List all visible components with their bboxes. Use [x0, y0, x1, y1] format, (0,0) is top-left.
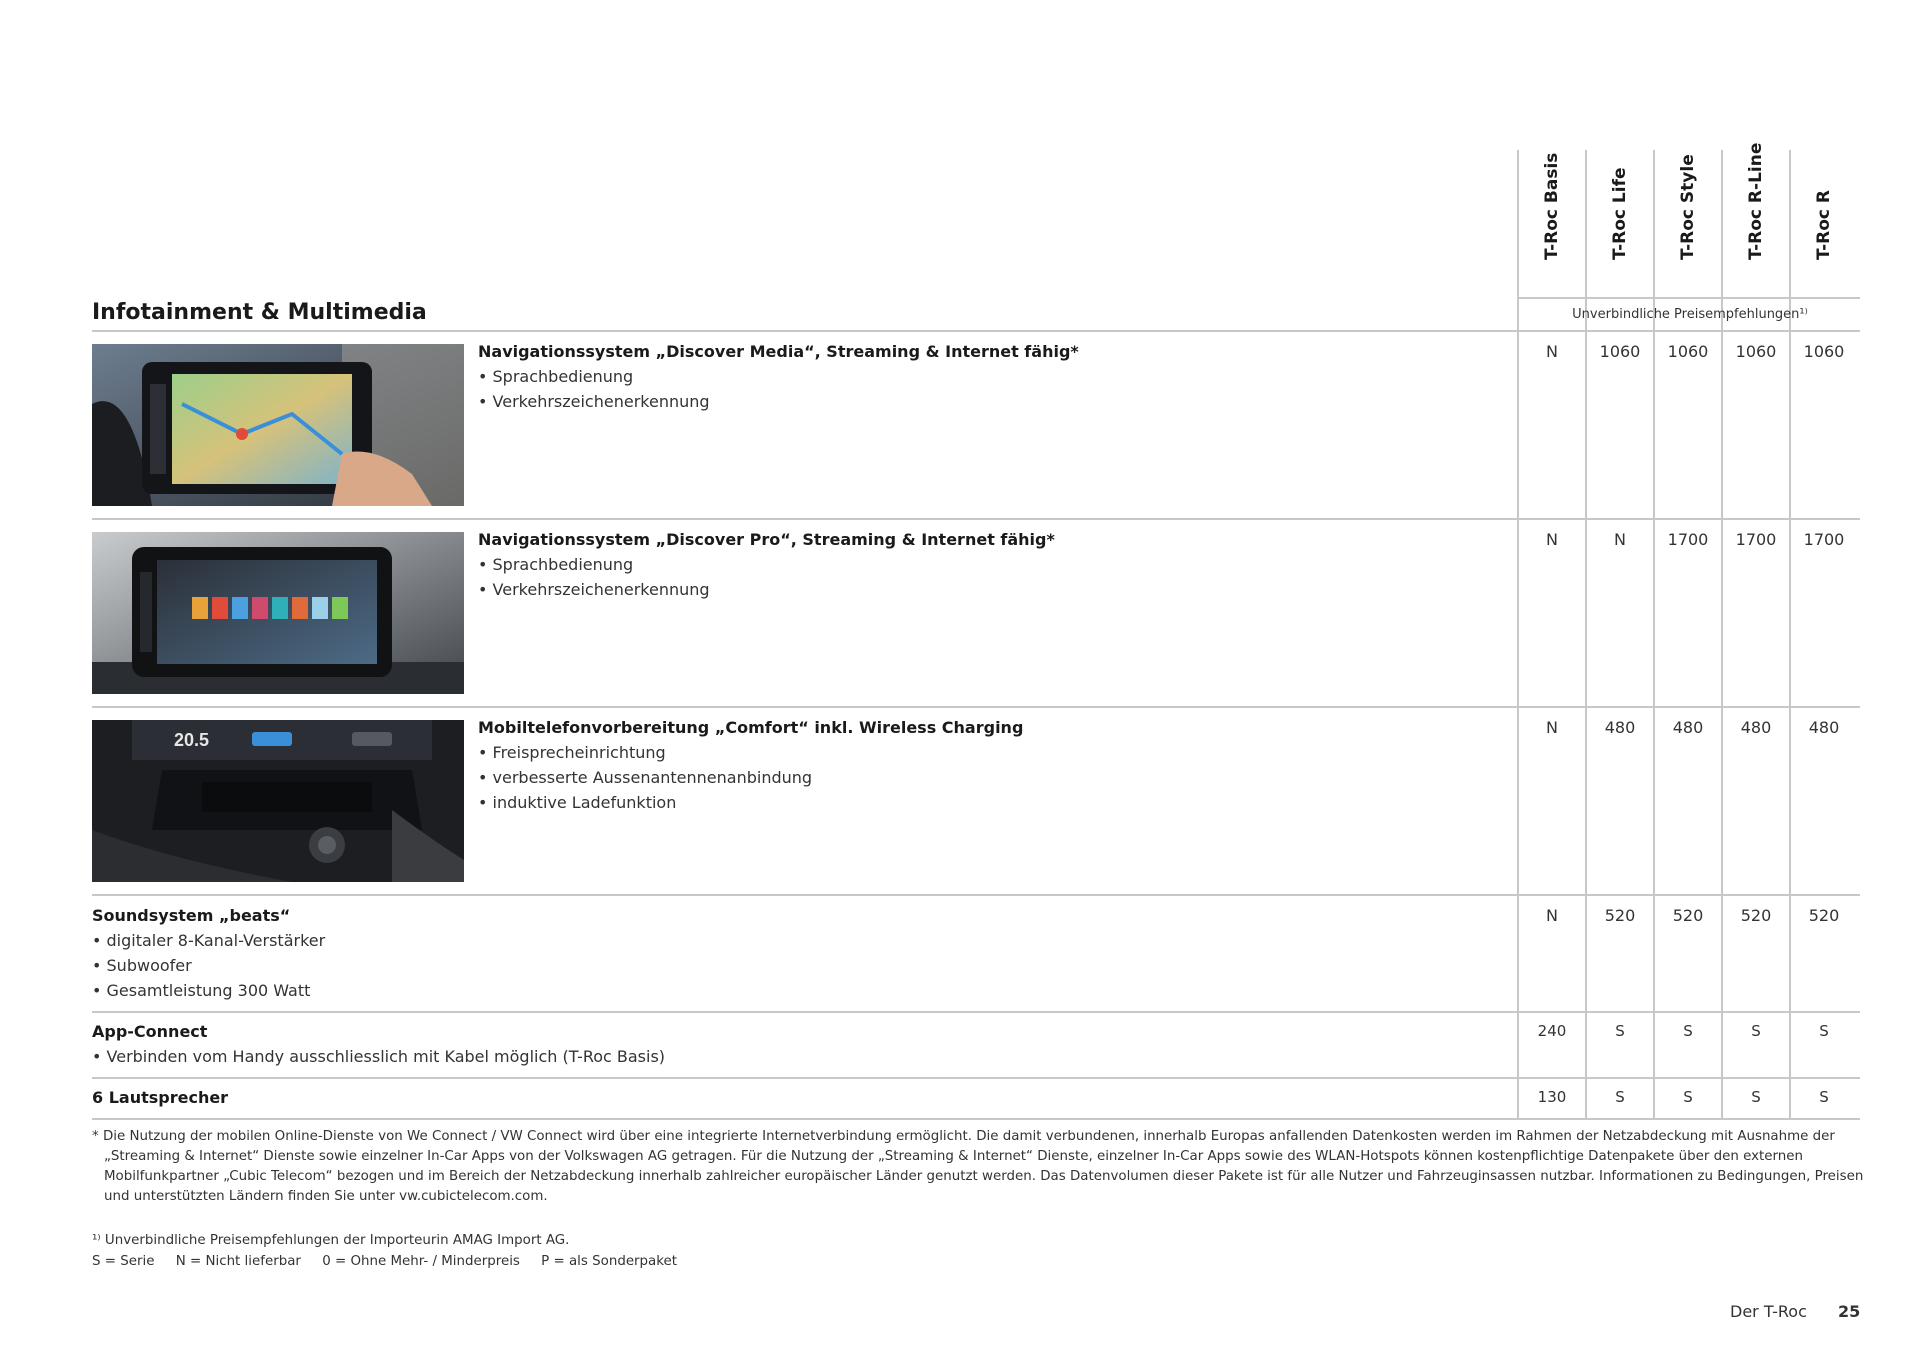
column-divider [1789, 150, 1791, 1120]
column-header-basis [1518, 150, 1586, 280]
row-divider [92, 706, 1860, 708]
row-title: Navigationssystem „Discover Pro“, Streaming & Internet fähig* [478, 530, 1055, 549]
value-cell: 1060 [1599, 342, 1641, 361]
row-bullet: • Sprachbedienung [478, 555, 634, 574]
value-cell: S [1751, 1088, 1761, 1106]
value-cell: 1700 [1803, 530, 1845, 549]
row-bullet: • Subwoofer [92, 956, 192, 975]
column-header-style [1654, 150, 1722, 280]
row-bullet: • Freisprecheinrichtung [478, 743, 666, 762]
column-divider [1517, 150, 1519, 1120]
row-bullet: • Sprachbedienung [478, 367, 634, 386]
value-cell: S [1683, 1022, 1693, 1040]
row-bullet: • Gesamtleistung 300 Watt [92, 981, 311, 1000]
value-cell: 520 [1740, 906, 1772, 925]
row-title: Navigationssystem „Discover Media“, Streaming & Internet fähig* [478, 342, 1079, 361]
value-cell: 480 [1740, 718, 1772, 737]
row-bullet: • Verkehrszeichenerkennung [478, 392, 710, 411]
column-header-label: T-Roc R [1814, 189, 1834, 260]
row-title: 6 Lautsprecher [92, 1088, 229, 1107]
climate-display-text: 20.5 [174, 730, 210, 750]
row-divider [92, 894, 1860, 896]
footnote-price-recommendation: ¹⁾ Unverbindliche Preisempfehlungen der Importeurin AMAG Import AG. [92, 1233, 570, 1248]
value-cell: N [1546, 906, 1558, 925]
footer-label: Der T-Roc [1730, 1302, 1807, 1321]
page-number: 25 [1838, 1302, 1861, 1321]
value-cell: 520 [1672, 906, 1704, 925]
row-bullet: • induktive Ladefunktion [478, 793, 677, 812]
value-cell: 480 [1808, 718, 1840, 737]
value-cell: S [1683, 1088, 1693, 1106]
value-cell: 1060 [1735, 342, 1777, 361]
row-title: Mobiltelefonvorbereitung „Comfort“ inkl. Wireless Charging [478, 718, 1024, 737]
discover-media-image [92, 344, 464, 506]
row-bullet: • digitaler 8-Kanal-Verstärker [92, 931, 326, 950]
price-note: Unverbindliche Preisempfehlungen¹⁾ [1572, 307, 1808, 322]
section-title: Infotainment & Multimedia [92, 300, 427, 325]
wireless-charging-image [92, 720, 464, 882]
value-cell: 1060 [1667, 342, 1709, 361]
column-header-label: T-Roc Style [1678, 154, 1698, 260]
column-header-life [1586, 150, 1654, 280]
value-cell: S [1819, 1022, 1829, 1040]
row-bullet: • verbesserte Aussenantennenanbindung [478, 768, 813, 787]
column-header-label: T-Roc Life [1610, 167, 1630, 260]
value-cell: S [1751, 1022, 1761, 1040]
value-cell: 240 [1537, 1022, 1567, 1040]
value-cell: 480 [1672, 718, 1704, 737]
value-cell: S [1819, 1088, 1829, 1106]
row-divider [92, 330, 1860, 332]
value-cell: 520 [1604, 906, 1636, 925]
header-rule [1517, 297, 1860, 299]
value-cell: 130 [1537, 1088, 1567, 1106]
column-header-label: T-Roc Basis [1542, 152, 1562, 260]
value-cell: S [1615, 1088, 1625, 1106]
row-title: App-Connect [92, 1022, 208, 1041]
value-cell: 480 [1604, 718, 1636, 737]
value-cell: N [1546, 718, 1558, 737]
row-divider [92, 1077, 1860, 1079]
column-divider [1585, 150, 1587, 1120]
footnote-online-services: * Die Nutzung der mobilen Online-Dienste von We Connect / VW Connect wird über eine integrierte Internetverbindung ermöglicht. Die damit verbundenen, innerhalb Europas anfallenden Datenkosten werden im Rahmen der Netzabdeckung mit Ausnahme der „Streaming & Internet“ Dienste sowie einzelner In-Car Apps von der Volkswagen AG getragen. Für die Nutzung der „Streaming & Internet“ Dienste, einzelner In-Car Apps sowie des WLAN-Hotspots können kostenpflichtige Datenpakete über den externen Mobilfunkpartner „Cubic Telecom“ bezogen und im Bereich der Netzabdeckung innerhalb zahlreicher europäischer Länder genutzt werden. Das Datenvolumen dieser Pakete ist für alle Nutzer und Fahrzeuginsassen nutzbar. Informationen zu Bedingungen, Preisen und unterstützten Ländern finden Sie unter vw.cubictelecom.com. [92, 1129, 1864, 1204]
column-header-r [1790, 150, 1858, 280]
value-cell: 1700 [1735, 530, 1777, 549]
row-title: Soundsystem „beats“ [92, 906, 291, 925]
column-header-rline [1722, 142, 1790, 280]
row-divider [92, 518, 1860, 520]
value-cell: N [1614, 530, 1626, 549]
value-cell: 1060 [1803, 342, 1845, 361]
value-cell: 520 [1808, 906, 1840, 925]
column-divider [1721, 150, 1723, 1120]
row-divider [92, 1118, 1860, 1120]
row-divider [92, 1011, 1860, 1013]
column-header-label: T-Roc R-Line [1746, 142, 1766, 260]
value-cell: S [1615, 1022, 1625, 1040]
value-cell: N [1546, 530, 1558, 549]
legend: S = Serie N = Nicht lieferbar 0 = Ohne Mehr- / Minderpreis P = als Sonderpaket [92, 1254, 678, 1269]
column-divider [1653, 150, 1655, 1120]
value-cell: 1700 [1667, 530, 1709, 549]
value-cell: N [1546, 342, 1558, 361]
discover-pro-image [92, 532, 464, 694]
row-bullet: • Verbinden vom Handy ausschliesslich mit Kabel möglich (T-Roc Basis) [92, 1047, 666, 1066]
row-bullet: • Verkehrszeichenerkennung [478, 580, 710, 599]
